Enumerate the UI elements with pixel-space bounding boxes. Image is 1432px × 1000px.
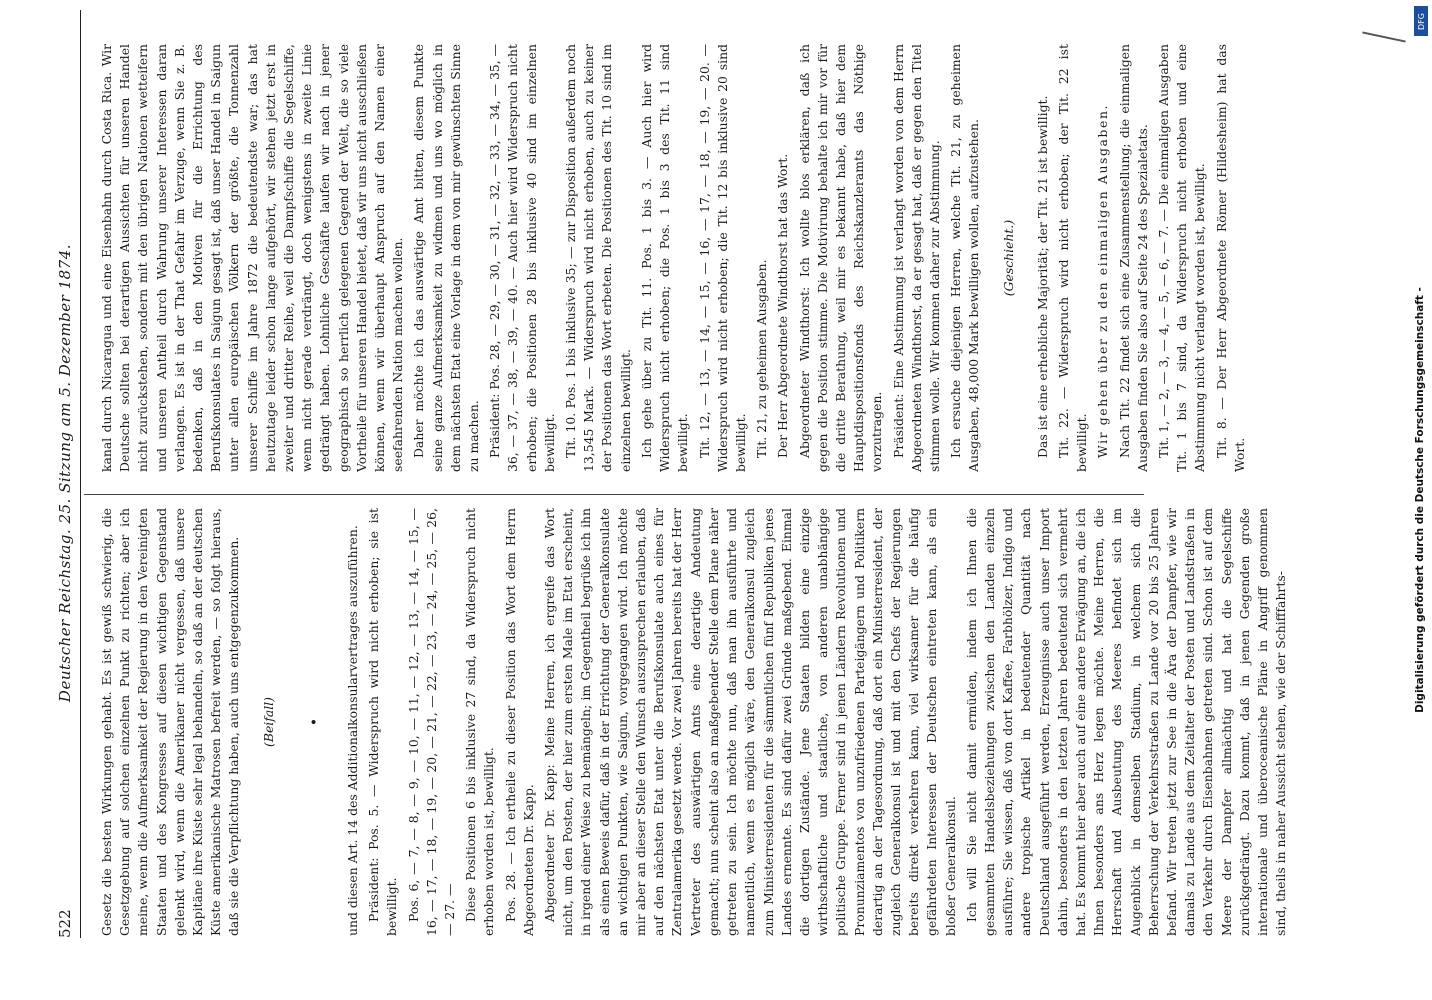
speech-paragraph: Präsident: Pos. 28, — 29, — 30, — 31, — 32, — 33, — 34, — 35, — 36, — 37, — 38, — 39, — 40. — Auch hier wird Widerspruch nicht erhoben; die Positionen 28 bis inklusive 40 sind im einzelnen bewilligt. bbox=[487, 44, 557, 472]
column-divider bbox=[84, 494, 1144, 495]
speech-paragraph: Präsident: Pos. 5. — Widerspruch wird nicht erhoben; sie ist bewilligt. bbox=[366, 508, 400, 936]
applause-note: (Beifall) bbox=[260, 697, 276, 747]
header-rule bbox=[80, 10, 81, 938]
digitization-watermark bbox=[1408, 0, 1432, 1000]
watermark-text: Digitalisierung gefördert durch die Deutsche Forschungsgemeinschaft - bbox=[1414, 287, 1426, 713]
running-head: Deutscher Reichstag. 25. Sitzung am 5. Dezember 1874. bbox=[56, 243, 74, 703]
paragraph: Das ist eine erhebliche Majorität; der Tit. 21 ist bewilligt. bbox=[1034, 95, 1050, 458]
stage-note: (Geschieht.) bbox=[1000, 219, 1016, 297]
paragraph: Tit. 1, — 2, — 3, — 4, — 5, — 6, — 7. — Die einmaligen Ausgaben Tit. 1 bis 7 sind, da Widerspruch nicht erhoben und eine Abstimmung nicht verlangt worden ist, bewilligt. bbox=[1155, 44, 1208, 472]
paragraph: Tit. 21, zu geheimen Ausgaben. bbox=[754, 259, 770, 458]
page-header bbox=[56, 8, 78, 938]
paragraph: Ich will Sie nicht damit ermüden, indem ich Ihnen die gesammten Handelsbeziehungen zwischen den Landen einzeln ausführe; Sie wissen, daß von dort Kaffee, Farbhölzer, Indigo und andere tropische Artikel in bedeutender Quantität nach Deutschland ausgeführt werden, Erzeugnisse auch unser Import dahin, besonders in den letzten Jahren bedeutend sich vermehrt hat. Es kommt hier aber auch auf eine andere Erwägung an, die ich Ihnen besonders ans Herz legen möchte. Meine Herren, die Herrschaft und Ausbeutung des Meeres befindet sich im Augenblick in demselben Stadium, in welchem sich die Beherrschung der Verkehrsstraßen zu Lande vor 20 bis 25 Jahren befand. Wir treten jetzt zur See in die Ära der Dampfer, wie wir damals zu Lande aus dem Zeitalter der Posten und Landstraßen in den Verkehr durch Eisenbahnen getreten sind. Schon ist auf dem Meere der Dampfer allmächtig und hat die Segelschiffe zurückgedrängt. Dazu kommt, daß in jenen Gegenden große internationale und überoceanische Pläne in Angriff genommen sind, theils in naher Aussicht stehen, wie der Schifffahrts- bbox=[963, 508, 1289, 936]
page-number: 522 bbox=[56, 909, 74, 938]
paragraph: Tit. 10. Pos. 1 bis inklusive 35; — zur Disposition außerdem noch 13,545 Mark. — Widerspruch wird nicht erhoben, auch zu keiner der Positionen das Wort erbeten. Die Positionen des Tit. 10 sind im einzelnen bewilligt. bbox=[563, 44, 633, 472]
paragraph: Tit. 8. — Der Herr Abgeordnete Römer (Hildesheim) hat das Wort. bbox=[1213, 44, 1247, 472]
bullet-mark: • bbox=[306, 717, 323, 727]
paragraph: Tit. 12, — 13, — 14, — 15, — 16, — 17, — 18, — 19, — 20. — Widerspruch wird nicht erhoben; die Tit. 12 bis inklusive 20 sind bewilligt. bbox=[696, 44, 748, 472]
dfg-logo-label: DFG bbox=[1416, 12, 1426, 30]
paragraph: kanal durch Nicaragua und eine Eisenbahn durch Costa Rica. Wir Deutsche sollten bei derartigen Aussichten für unseren Handel nicht zurückstehen, sondern mit den übrigen Nationen wetteifern und unseren Antheil durch Wahrung unserer Interessen daran verlangen. Es ist in der That Gefahr im Verzuge, wenn Sie z. B. bedenken, daß in den Motiven für die Errichtung des Berufskonsulates in Saigun gesagt ist, daß unser Handel in Saigun unter allen europäischen Völkern der größte, die Tonnenzahl unserer Schiffe im Jahre 1872 die bedeutendste war; das hat heutzutage leider schon lange aufgehört, wir stehen jetzt erst in zweiter und dritter Reihe, weil die Dampfschiffe die Segelschiffe, wenn nicht gerade verdrängt, doch wenigstens in zweite Linie gedrängt haben. Lohnliche Geschäfte laufen wir nach in jener geographisch so herrlich gelegenen Gegend der Welt, die so viele Vortheile für unseren Handel bietet, daß wir uns nicht ausschließen können, wenn wir überhaupt Anspruch auf den Namen einer seefahrenden Nation machen wollen. bbox=[99, 44, 406, 472]
speech-paragraph: Abgeordneter Dr. Kapp: Meine Herren, ich ergreife das Wort nicht, um den Posten, der hier zum ersten Male im Etat erscheint, in irgend einer Weise zu bemängeln; im Gegentheil begrüße ich ihn als einen Beweis dafür, daß in der Errichtung der Generalkonsulate an wichtigen Punkten, wie Saigun, vorgegangen wird. Ich möchte mir aber an dieser Stelle den Wunsch auszusprechen erlauben, daß auf den nächsten Etat unter die Berufskonsulate auch eines für Zentralamerika gesetzt werde. Vor zwei Jahren bereits hat der Herr Vertreter des auswärtigen Amts eine derartige Andeutung gemacht; nun scheint also an maßgebender Stelle dem Plane näher getreten zu sein. Ich möchte nun, daß man ihn ausführte und namentlich, wenn es möglich wäre, den Generalkonsul zugleich zum Ministerresidenten für die sämmtlichen fünf Republiken jenes Landes ernennte. Es sind dafür zwei Gründe maßgebend. Einmal die dortigen Zustände. Jene Staaten bilden eine einzige wirthschaftliche und staatliche, von anderen unabhängige politische Gruppe. Ferner sind in jenen Ländern Revolutionen und Pronunziamentos von unzufriedenen Parteigängern und Politikern derartig an der Tagesordnung, daß dort ein Ministerresident, der zugleich Generalkonsul ist und mit den Chefs der Regierungen bereits direkt verkehren kann, viel wirksamer für die häufig gefährdeten Interessen der Deutschen eintreten kann, als ein bloßer Generalkonsul. bbox=[542, 508, 958, 936]
paragraph: Ich gehe über zu Tit. 11. Pos. 1 bis 3. — Auch hier wird Widerspruch nicht erhoben; die Pos. 1 bis 3 des Tit. 11 sind bewilligt. bbox=[638, 44, 691, 472]
paragraph: Ich ersuche diejenigen Herren, welche Tit. 21, zu geheimen Ausgaben, 48,000 Mark bewilligen wollen, aufzustehen. bbox=[948, 44, 982, 472]
paragraph: Pos. 6, — 7, — 8, — 9, — 10, — 11, — 12, — 13, — 14, — 15, — 16, — 17, — 18, — 19, — 20, — 21, — 22, — 23, — 24, — 25, — 26, — 27. — bbox=[405, 508, 458, 936]
paragraph: Nach Tit. 22 findet sich eine Zusammenstellung; die einmaligen Ausgaben finden Sie also auf Seite 24 des Spezialetats. bbox=[1116, 44, 1150, 472]
left-column bbox=[98, 508, 1293, 936]
section-heading: Wir gehen über zu den einmaligen Ausgaben. bbox=[1095, 103, 1111, 458]
dfg-logo bbox=[1414, 6, 1428, 36]
speech-paragraph: Abgeordneter Windthorst: Ich wollte blos erklären, daß ich gegen die Position stimme. Die Motivirung behalte ich mir vor für die dritte Berathung, weil mir es bekannt habe, daß hier dem Hauptdispositionsfonds des Reichskanzleramts das Nöthige vorzutragen. bbox=[796, 44, 885, 472]
paragraph: Pos. 28. — Ich ertheile zu dieser Position das Wort dem Herrn Abgeordneten Dr. Kapp. bbox=[502, 508, 536, 936]
speech-paragraph: Präsident: Eine Abstimmung ist verlangt worden von dem Herrn Abgeordneten Windthorst, da er gesagt hat, daß er gegen den Titel stimmen wolle. Wir kommen daher zur Abstimmung. bbox=[890, 44, 942, 472]
paragraph: Daher möchte ich das auswärtige Amt bitten, diesem Punkte seine ganze Aufmerksamkeit zu widmen und uns wo möglich in dem nächsten Etat eine Vorlage in dem von mir gewünschten Sinne zu machen. bbox=[411, 44, 482, 472]
paragraph: Diese Positionen 6 bis inklusive 27 sind, da Widerspruch nicht erhoben worden ist, bewilligt. bbox=[463, 508, 497, 936]
right-column bbox=[98, 44, 1252, 472]
paragraph: und diesen Art. 14 des Additionalkonsularvertrages auszuführen. bbox=[345, 525, 361, 936]
paragraph: Gesetz die besten Wirkungen gehabt. Es ist gewiß schwierig, die Gesetzgebung auf solchen einzelnen Punkt zu richten; aber ich meine, wenn die Aufmerksamkeit der Regierung in den Vereinigten Staaten und des Kongresses auf diesen wichtigen Gegenstand gelenkt wird, wenn die Amerikaner nicht vergessen, daß unsere Kapitäne ihre Küste sehr legal behandeln, so daß an der deutschen Küste amerikanische Matrosen befreit werden, — so folgt hieraus, daß sie die Verpflichtung haben, auch uns entgegenzukommen. bbox=[99, 508, 242, 936]
paragraph: Der Herr Abgeordnete Windthorst hat das Wort. bbox=[775, 153, 791, 458]
paragraph: Tit. 22. — Widerspruch wird nicht erhoben; der Tit. 22 ist bewilligt. bbox=[1055, 44, 1090, 472]
